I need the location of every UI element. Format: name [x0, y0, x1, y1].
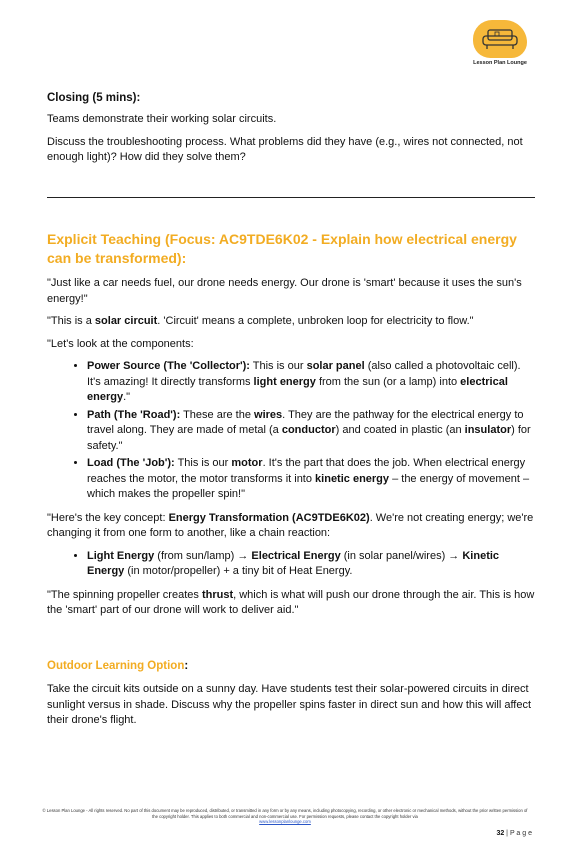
- closing-paragraph-1: Teams demonstrate their working solar circuits.: [47, 113, 277, 125]
- copyright-footer: [40, 808, 530, 825]
- list-item-energy-chain: • Light Energy (from sun/lamp) → Electrical Energy (in solar panel/wires) → Kinetic Energy (in motor/propeller) + a tiny bit of Heat Energy.: [87, 549, 535, 580]
- outdoor-learning-section: [47, 660, 535, 729]
- copyright-text: © Lesson Plan Lounge - All rights reserved. No part of this document may be reproduced, distributed, or transmitted in any form or by any means, including photocopying, recording, or other electronic or mechanical methods, without the prior written permission of the copyright holder. This applies to both commercial and non-commercial use. For permission requests, please contact the copyright holder via: [42, 808, 528, 819]
- section-divider: [47, 197, 535, 198]
- explicit-paragraph-5: "The spinning propeller creates thrust, which is what will push our drone through the air. This is how the 'smart' part of our drone will work to deliver aid.": [47, 588, 535, 616]
- outdoor-paragraph: Take the circuit kits outside on a sunny day. Have students test their solar-powered circuits in direct sunlight versus in shade. Discuss why the propeller spins faster in direct sun and how this will affect their drone's flight.: [47, 683, 532, 726]
- list-item-power-source: • Power Source (The 'Collector'): This is our solar panel (also called a photovoltaic cell). It's amazing! It directly transforms light energy from the sun (or a lamp) into electrical energy.": [87, 359, 535, 406]
- list-item-load: • Load (The 'Job'): This is our motor. It's the part that does the job. When electrical energy reaches the motor, the motor transforms it into kinetic energy – the energy of movement – which makes the propeller spin!": [87, 456, 535, 503]
- sofa-icon: [480, 26, 520, 54]
- closing-section: [47, 92, 535, 166]
- website-link[interactable]: www.lessonplanlounge.com: [259, 819, 311, 825]
- closing-heading: Closing (5 mins):: [47, 92, 141, 104]
- page-number: 32 | P a g e: [496, 830, 532, 837]
- list-item-path: • Path (The 'Road'): These are the wires. They are the pathway for the electrical energy to travel along. They are made of metal (a conductor) and coated in plastic (an insulator) for safety.": [87, 408, 535, 455]
- explicit-paragraph-4: "Here's the key concept: Energy Transformation (AC9TDE6K02). We're not creating energy; we're changing it from one form to another, like a chain reaction:: [47, 511, 534, 539]
- closing-paragraph-2: Discuss the troubleshooting process. What problems did they have (e.g., wires not connected, not enough light)? How did they solve them?: [47, 135, 523, 163]
- explicit-paragraph-1: "Just like a car needs fuel, our drone needs energy. Our drone is 'smart' because it uses the sun's energy!": [47, 277, 522, 305]
- components-list: [47, 359, 535, 503]
- explicit-paragraph-2: "This is a solar circuit. 'Circuit' means a complete, unbroken loop for electricity to flow.": [47, 315, 474, 327]
- logo-text: Lesson Plan Lounge: [473, 60, 527, 66]
- energy-chain-list: [47, 549, 535, 580]
- brand-logo: [470, 20, 530, 74]
- explicit-paragraph-3: "Let's look at the components:: [47, 337, 194, 350]
- explicit-teaching-section: [47, 230, 535, 626]
- outdoor-heading: Outdoor Learning Option:: [47, 660, 189, 672]
- explicit-teaching-heading: Explicit Teaching (Focus: AC9TDE6K02 - Explain how electrical energy can be transformed):: [47, 231, 517, 266]
